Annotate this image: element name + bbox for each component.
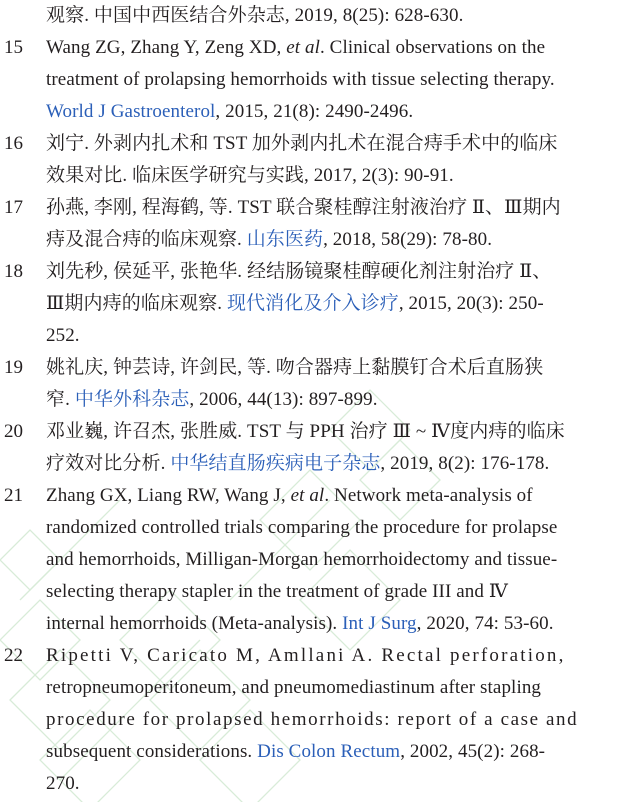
reference-22-line-5: 270.	[46, 773, 80, 794]
reference-21-line-3: and hemorrhoids, Milligan-Morgan hemorrhoidectomy and tissue-	[46, 549, 558, 570]
journal-link[interactable]: World J Gastroenterol	[46, 101, 216, 122]
journal-link[interactable]: 中华结直肠疾病电子杂志	[170, 453, 381, 474]
reference-number: 22	[4, 645, 23, 666]
reference-number: 17	[4, 197, 23, 218]
journal-link[interactable]: Int J Surg	[342, 613, 417, 634]
journal-link[interactable]: 现代消化及介入诊疗	[226, 293, 399, 314]
reference-18-line-1: 刘先秒, 侯延平, 张艳华. 经结肠镜聚桂醇硬化剂注射治疗 Ⅱ、	[46, 261, 552, 282]
reference-18-line-3: 252.	[46, 325, 80, 346]
reference-17-line-1: 孙燕, 李刚, 程海鹤, 等. TST 联合聚桂醇注射液治疗 Ⅱ、Ⅲ期内	[46, 197, 561, 218]
reference-22-line-3: procedure for prolapsed hemorrhoids: report of a case and	[46, 709, 579, 730]
reference-16-line-1: 刘宁. 外剥内扎术和 TST 加外剥内扎术在混合痔手术中的临床	[46, 133, 558, 154]
reference-15-line-1: Wang ZG, Zhang Y, Zeng XD, et al. Clinical observations on the	[46, 37, 546, 58]
reference-15-line-3: World J Gastroenterol, 2015, 21(8): 2490-2496.	[46, 101, 414, 122]
reference-22-line-4: subsequent considerations. Dis Colon Rectum, 2002, 45(2): 268-	[46, 741, 546, 762]
reference-20-line-1: 邓业巍, 许召杰, 张胜威. TST 与 PPH 治疗 Ⅲ ~ Ⅳ度内痔的临床	[46, 421, 565, 442]
reference-number: 16	[4, 133, 23, 154]
reference-21-line-1: Zhang GX, Liang RW, Wang J, et al. Network meta-analysis of	[46, 485, 533, 506]
reference-number: 18	[4, 261, 23, 282]
reference-number: 19	[4, 357, 23, 378]
reference-21-line-5: internal hemorrhoids (Meta-analysis). Int J Surg, 2020, 74: 53-60.	[46, 613, 554, 634]
reference-21-line-4: selecting therapy stapler in the treatment of grade III and Ⅳ	[46, 581, 508, 602]
reference-16-line-2: 效果对比. 临床医学研究与实践, 2017, 2(3): 90-91.	[46, 165, 454, 186]
journal-link[interactable]: Dis Colon Rectum	[257, 741, 401, 762]
reference-18-line-2: Ⅲ期内痔的临床观察. 现代消化及介入诊疗, 2015, 20(3): 250-	[46, 293, 544, 314]
reference-22-line-2: retropneumoperitoneum, and pneumomediastinum after stapling	[46, 677, 542, 698]
reference-17-line-2: 痔及混合痔的临床观察. 山东医药, 2018, 58(29): 78-80.	[46, 229, 493, 250]
reference-22-line-1: Ripetti V, Caricato M, Amllani A. Rectal perforation,	[46, 645, 566, 666]
reference-number: 15	[4, 37, 23, 58]
reference-number: 21	[4, 485, 23, 506]
reference-20-line-2: 疗效对比分析. 中华结直肠疾病电子杂志, 2019, 8(2): 176-178.	[46, 453, 550, 474]
reference-19-line-2: 窄. 中华外科杂志, 2006, 44(13): 897-899.	[46, 389, 378, 410]
reference-text: 观察. 中国中西医结合外杂志, 2019, 8(25): 628-630.	[46, 5, 464, 26]
journal-link[interactable]: 中华外科杂志	[74, 389, 190, 410]
journal-link[interactable]: 山东医药	[246, 229, 324, 250]
reference-21-line-2: randomized controlled trials comparing the procedure for prolapse	[46, 517, 558, 538]
reference-15-line-2: treatment of prolapsing hemorrhoids with tissue selecting therapy.	[46, 69, 555, 90]
reference-19-line-1: 姚礼庆, 钟芸诗, 许剑民, 等. 吻合器痔上黏膜钉合术后直肠狭	[46, 357, 544, 378]
reference-number: 20	[4, 421, 23, 442]
reference-continuation	[46, 4, 463, 28]
